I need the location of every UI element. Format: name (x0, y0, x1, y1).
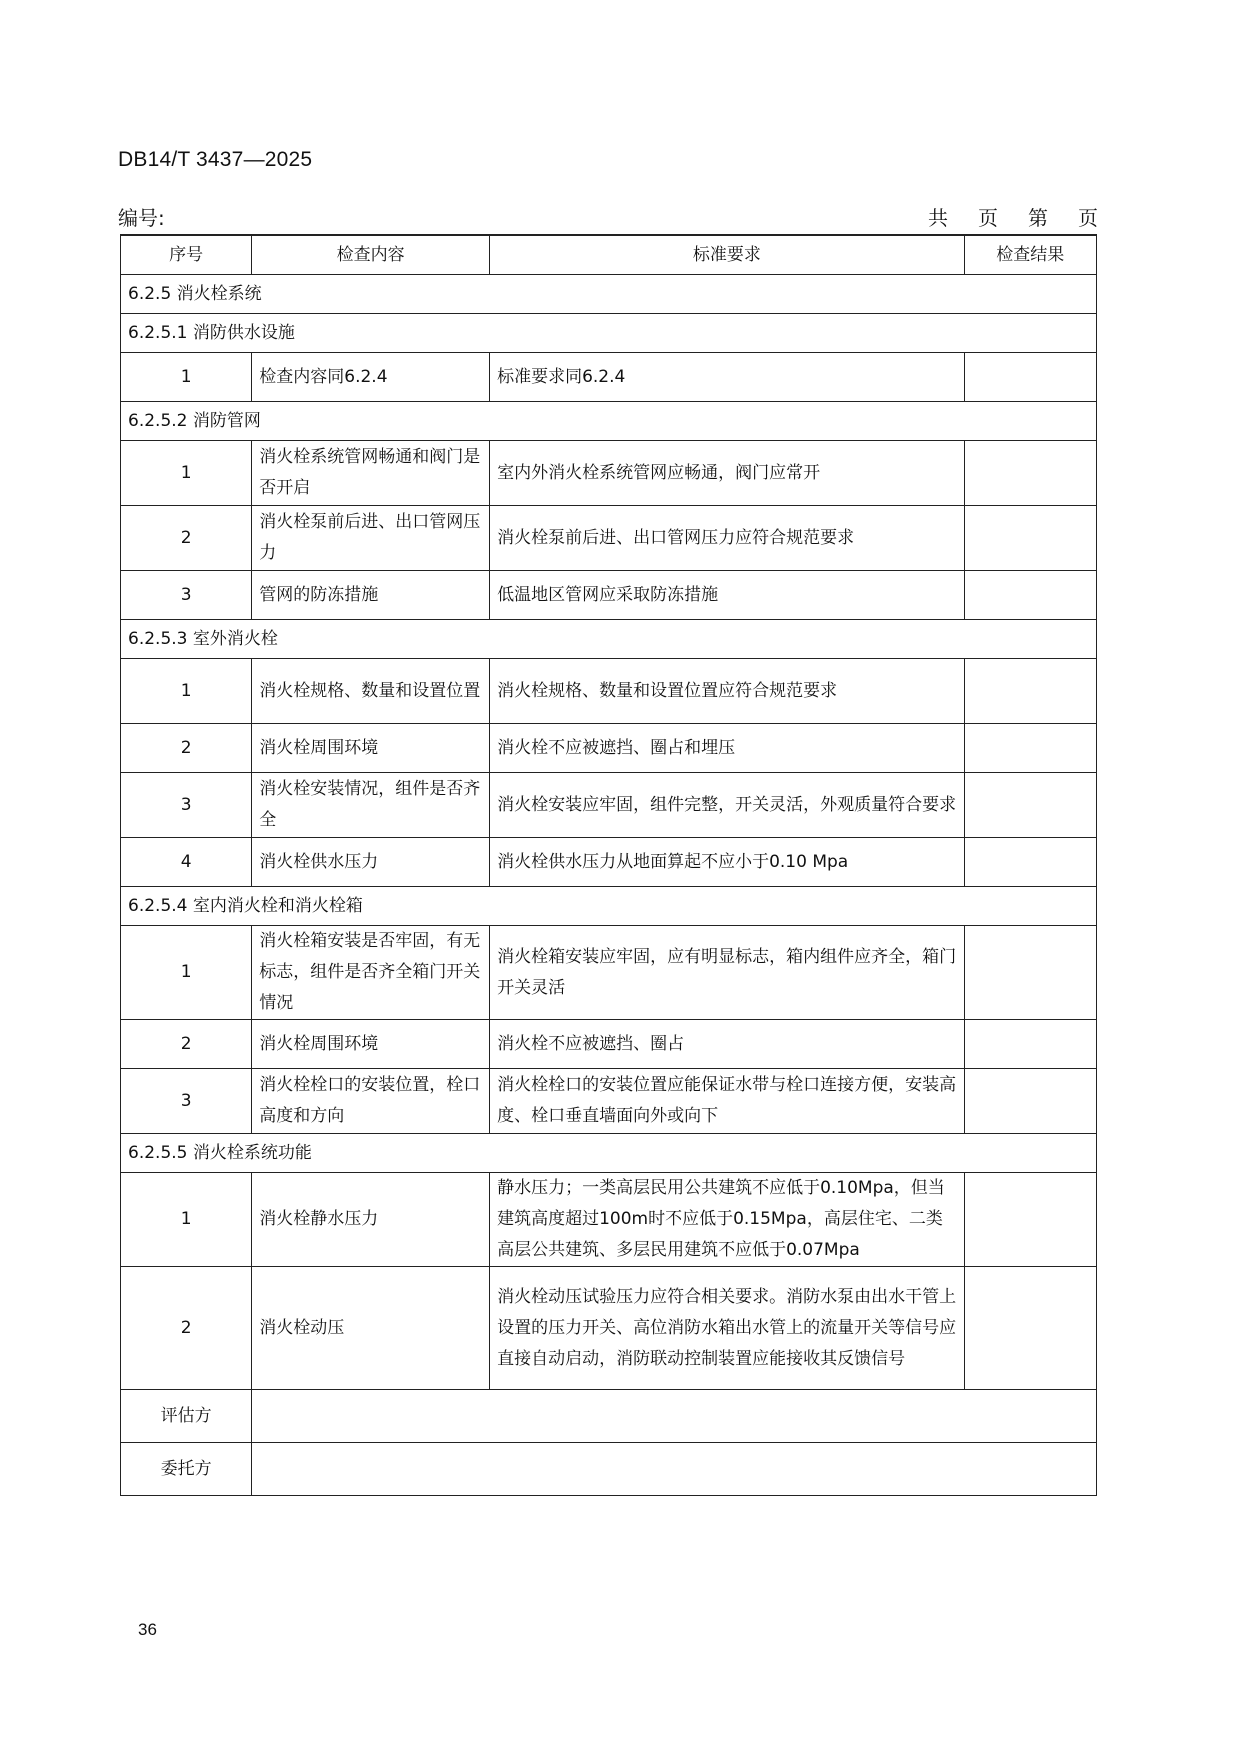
table-header-row (121, 235, 1097, 275)
check-result (964, 571, 1096, 620)
check-content: 检查内容同6.2.4 (252, 353, 490, 402)
table-row (121, 571, 1097, 620)
table-row (121, 1020, 1097, 1069)
row-number: 3 (121, 773, 252, 838)
section-header-row (121, 620, 1097, 659)
check-result (964, 1267, 1096, 1390)
section-header-row (121, 275, 1097, 314)
check-content: 消火栓系统管网畅通和阀门是否开启 (252, 441, 490, 506)
table-row (121, 506, 1097, 571)
check-content: 消火栓栓口的安装位置，栓口高度和方向 (252, 1069, 490, 1134)
table-row (121, 353, 1097, 402)
row-number: 1 (121, 441, 252, 506)
section-title: 6.2.5.1 消防供水设施 (121, 314, 1097, 353)
col-header-no: 序号 (121, 235, 252, 275)
form-meta-row (118, 202, 1098, 232)
check-content: 消火栓箱安装是否牢固，有无标志，组件是否齐全箱门开关情况 (252, 926, 490, 1020)
row-number: 2 (121, 1020, 252, 1069)
check-result (964, 1069, 1096, 1134)
signature-label: 委托方 (121, 1443, 252, 1496)
row-number: 3 (121, 571, 252, 620)
standard-requirement: 消火栓泵前后进、出口管网压力应符合规范要求 (490, 506, 965, 571)
check-content: 消火栓规格、数量和设置位置 (252, 659, 490, 724)
row-number: 1 (121, 1173, 252, 1267)
col-header-requirement: 标准要求 (490, 235, 965, 275)
check-content: 消火栓周围环境 (252, 724, 490, 773)
standard-requirement: 消火栓动压试验压力应符合相关要求。消防水泵由出水干管上设置的压力开关、高位消防水箱出水管上的流量开关等信号应直接自动启动，消防联动控制装置应能接收其反馈信号 (490, 1267, 965, 1390)
standard-requirement: 消火栓规格、数量和设置位置应符合规范要求 (490, 659, 965, 724)
table-row (121, 1069, 1097, 1134)
standard-requirement: 消火栓安装应牢固，组件完整，开关灵活，外观质量符合要求 (490, 773, 965, 838)
inspection-table (120, 234, 1097, 1496)
page-label-2: 页 (1078, 206, 1098, 230)
section-header-row (121, 1134, 1097, 1173)
table-row (121, 838, 1097, 887)
signature-row (121, 1443, 1097, 1496)
check-result (964, 838, 1096, 887)
table-row (121, 441, 1097, 506)
check-content: 管网的防冻措施 (252, 571, 490, 620)
standard-requirement: 消火栓供水压力从地面算起不应小于0.10 Mpa (490, 838, 965, 887)
total-label: 共 (928, 206, 948, 230)
section-title: 6.2.5.2 消防管网 (121, 402, 1097, 441)
row-number: 3 (121, 1069, 252, 1134)
standard-requirement: 静水压力；一类高层民用公共建筑不应低于0.10Mpa，但当建筑高度超过100m时不应低于0.15Mpa，高层住宅、二类高层公共建筑、多层民用建筑不应低于0.07Mpa (490, 1173, 965, 1267)
check-result (964, 724, 1096, 773)
table-row (121, 724, 1097, 773)
standard-requirement: 消火栓栓口的安装位置应能保证水带与栓口连接方便，安装高度、栓口垂直墙面向外或向下 (490, 1069, 965, 1134)
section-title: 6.2.5.5 消火栓系统功能 (121, 1134, 1097, 1173)
signature-row (121, 1390, 1097, 1443)
check-content: 消火栓周围环境 (252, 1020, 490, 1069)
check-content: 消火栓供水压力 (252, 838, 490, 887)
section-title: 6.2.5.4 室内消火栓和消火栓箱 (121, 887, 1097, 926)
check-result (964, 1173, 1096, 1267)
standard-requirement: 消火栓箱安装应牢固，应有明显标志，箱内组件应齐全，箱门开关灵活 (490, 926, 965, 1020)
row-number: 2 (121, 724, 252, 773)
page-label-1: 页 (978, 206, 998, 230)
standard-requirement: 消火栓不应被遮挡、圈占 (490, 1020, 965, 1069)
row-number: 1 (121, 353, 252, 402)
row-number: 1 (121, 926, 252, 1020)
col-header-content: 检查内容 (252, 235, 490, 275)
section-header-row (121, 887, 1097, 926)
document-code: DB14/T 3437—2025 (118, 148, 313, 171)
check-content: 消火栓安装情况，组件是否齐全 (252, 773, 490, 838)
standard-requirement: 标准要求同6.2.4 (490, 353, 965, 402)
section-title: 6.2.5.3 室外消火栓 (121, 620, 1097, 659)
standard-requirement: 消火栓不应被遮挡、圈占和埋压 (490, 724, 965, 773)
check-result (964, 926, 1096, 1020)
check-result (964, 1020, 1096, 1069)
check-content: 消火栓动压 (252, 1267, 490, 1390)
check-result (964, 659, 1096, 724)
check-result (964, 353, 1096, 402)
check-result (964, 441, 1096, 506)
col-header-result: 检查结果 (964, 235, 1096, 275)
signature-field[interactable] (252, 1390, 1097, 1443)
row-number: 2 (121, 1267, 252, 1390)
check-content: 消火栓静水压力 (252, 1173, 490, 1267)
standard-requirement: 室内外消火栓系统管网应畅通，阀门应常开 (490, 441, 965, 506)
table-row (121, 1173, 1097, 1267)
section-header-row (121, 402, 1097, 441)
row-number: 4 (121, 838, 252, 887)
row-number: 2 (121, 506, 252, 571)
page-count-labels (928, 202, 1098, 231)
table-row (121, 926, 1097, 1020)
check-result (964, 506, 1096, 571)
table-row (121, 659, 1097, 724)
table-row (121, 1267, 1097, 1390)
check-content: 消火栓泵前后进、出口管网压力 (252, 506, 490, 571)
number-label: 编号: (118, 206, 165, 230)
current-label: 第 (1028, 206, 1048, 230)
row-number: 1 (121, 659, 252, 724)
section-header-row (121, 314, 1097, 353)
signature-label: 评估方 (121, 1390, 252, 1443)
table-body (121, 275, 1097, 1496)
table-row (121, 773, 1097, 838)
standard-requirement: 低温地区管网应采取防冻措施 (490, 571, 965, 620)
section-title: 6.2.5 消火栓系统 (121, 275, 1097, 314)
signature-field[interactable] (252, 1443, 1097, 1496)
check-result (964, 773, 1096, 838)
page-number: 36 (138, 1620, 157, 1639)
